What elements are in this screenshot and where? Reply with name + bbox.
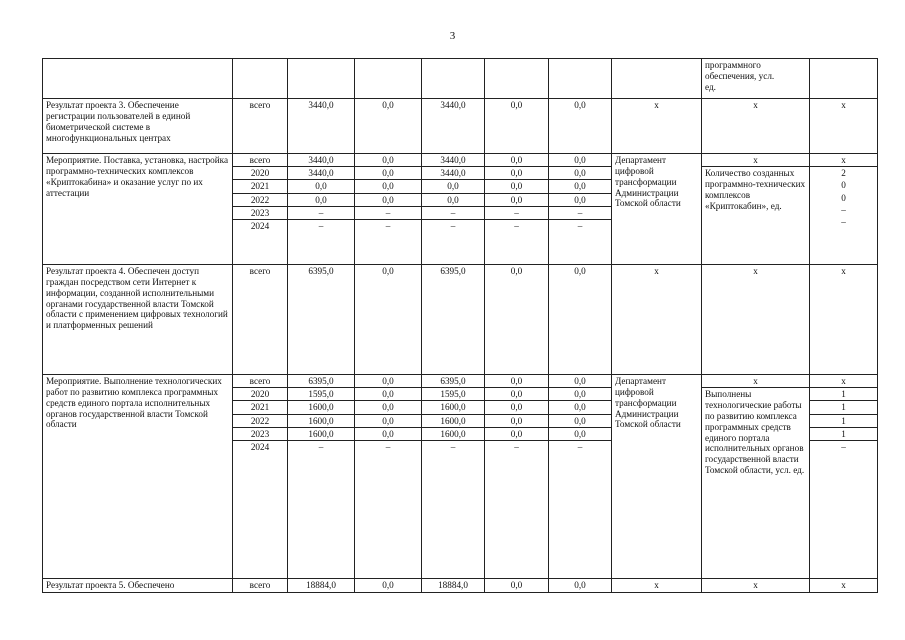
- extrabudget-cell: 0,0: [549, 401, 611, 414]
- federal-cell: 0,0: [355, 194, 421, 207]
- value-cell: 0: [841, 180, 846, 191]
- municipal-cell: 0,0: [485, 375, 548, 388]
- page-number: 3: [449, 30, 456, 42]
- value-stack: [810, 154, 878, 265]
- period-cell: 2024: [250, 220, 270, 231]
- total-cell: 1600,0: [288, 401, 354, 414]
- total-stack: [288, 375, 355, 579]
- period-cell: 2024: [250, 441, 270, 452]
- municipal-cell: 0,0: [485, 401, 548, 414]
- executor-cell: Департамент цифровой трансформации Администрации Томской области: [612, 375, 702, 579]
- measure-name: Мероприятие. Выполнение технологических работ по развитию комплекса программных средств единого портала исполнительных органов государственной власти Томской области: [43, 375, 233, 579]
- indicator-cell: программного обеспечения, усл. ед.: [702, 59, 810, 99]
- municipal-cell: 0,0: [485, 99, 549, 154]
- table-row-measure-3: [43, 154, 878, 265]
- extrabudget-cell: 0,0: [549, 388, 611, 401]
- period-cell: 2022: [233, 194, 287, 207]
- federal-cell: 0,0: [355, 180, 421, 193]
- indicator-top-cell: x: [702, 154, 809, 167]
- total-cell: –: [318, 220, 324, 231]
- total-cell: 0,0: [288, 194, 354, 207]
- result-name: Результат проекта 3. Обеспечение регистрации пользователей в единой биометрической системе в многофункциональных центрах: [43, 99, 233, 154]
- period-cell: всего: [233, 579, 288, 593]
- period-cell: 2020: [233, 388, 287, 401]
- municipal-cell: 0,0: [485, 167, 548, 180]
- table-row-continuation: [43, 59, 878, 99]
- period-cell: 2020: [233, 167, 287, 180]
- indicator-stack: [702, 154, 810, 265]
- municipal-cell: 0,0: [485, 265, 549, 375]
- total-cell: –: [318, 441, 324, 452]
- regional-cell: 0,0: [422, 194, 484, 207]
- value-cell: x: [810, 99, 878, 154]
- total-cell: 18884,0: [288, 579, 355, 593]
- municipal-cell: –: [485, 207, 548, 220]
- total-cell: –: [288, 207, 354, 220]
- regional-stack: [422, 375, 485, 579]
- total-cell: 6395,0: [288, 265, 355, 375]
- federal-stack: [355, 154, 422, 265]
- indicator-stack: [702, 375, 810, 579]
- result-name: Результат проекта 4. Обеспечен доступ граждан посредством сети Интернет к информации, созданной исполнительными органами государственной власти Томской области с применением цифровых технологий и платформенных решений: [43, 265, 233, 375]
- period-cell: 2021: [233, 401, 287, 414]
- extrabudget-cell: 0,0: [549, 375, 611, 388]
- regional-cell: 18884,0: [422, 579, 485, 593]
- federal-cell: 0,0: [355, 579, 422, 593]
- table-row-result-4: [43, 265, 878, 375]
- total-cell: 3440,0: [288, 154, 354, 167]
- extrabudget-cell: –: [577, 220, 583, 231]
- total-cell: 1595,0: [288, 388, 354, 401]
- regional-cell: –: [422, 207, 484, 220]
- federal-cell: 0,0: [355, 167, 421, 180]
- period-cell: 2023: [233, 207, 287, 220]
- value-cell: 1: [810, 388, 877, 401]
- value-cell: –: [841, 441, 846, 452]
- period-cell: 2023: [233, 428, 287, 441]
- table-row-result-5: [43, 579, 878, 593]
- federal-cell: –: [385, 441, 391, 452]
- value-cell: 1: [810, 401, 877, 414]
- indicator-cell: x: [702, 579, 810, 593]
- value-cell: x: [810, 579, 878, 593]
- period-cell: 2021: [233, 180, 287, 193]
- federal-cell: 0,0: [355, 388, 421, 401]
- extrabudget-cell: 0,0: [549, 180, 611, 193]
- period-stack: [233, 375, 288, 579]
- extrabudget-cell: –: [577, 441, 583, 452]
- indicator-cell: x: [702, 265, 810, 375]
- federal-cell: –: [355, 207, 421, 220]
- federal-stack: [355, 375, 422, 579]
- federal-cell: 0,0: [355, 415, 421, 428]
- total-cell: 1600,0: [288, 428, 354, 441]
- value-cell: 1: [810, 428, 877, 441]
- value-cell: x: [810, 154, 877, 167]
- extrabudget-cell: 0,0: [549, 265, 612, 375]
- municipal-stack: [485, 375, 549, 579]
- federal-cell: 0,0: [355, 401, 421, 414]
- period-cell: всего: [233, 154, 287, 167]
- extrabudget-stack: [549, 154, 612, 265]
- project-table: [42, 58, 878, 593]
- municipal-cell: 0,0: [485, 154, 548, 167]
- regional-cell: 0,0: [422, 180, 484, 193]
- federal-cell: 0,0: [355, 154, 421, 167]
- municipal-cell: 0,0: [485, 428, 548, 441]
- regional-cell: 6395,0: [422, 265, 485, 375]
- federal-cell: 0,0: [355, 99, 422, 154]
- total-stack: [288, 154, 355, 265]
- municipal-cell: 0,0: [485, 180, 548, 193]
- table-row-measure-4: [43, 375, 878, 579]
- executor-cell: x: [612, 579, 702, 593]
- municipal-cell: 0,0: [485, 415, 548, 428]
- total-cell: 3440,0: [288, 167, 354, 180]
- federal-cell: –: [385, 220, 391, 231]
- total-cell: 0,0: [288, 180, 354, 193]
- regional-cell: 1600,0: [422, 428, 484, 441]
- executor-cell: x: [612, 265, 702, 375]
- value-cell: –: [841, 204, 846, 215]
- federal-cell: 0,0: [355, 428, 421, 441]
- value-cell: 2: [841, 168, 846, 179]
- period-cell: всего: [233, 265, 288, 375]
- municipal-cell: –: [514, 441, 519, 452]
- municipal-stack: [485, 154, 549, 265]
- indicator-text: Количество созданных программно-технических комплексов «Криптокабин», ед.: [705, 168, 806, 211]
- regional-cell: –: [450, 441, 456, 452]
- regional-cell: –: [450, 220, 456, 231]
- municipal-cell: 0,0: [485, 194, 548, 207]
- period-stack: [233, 154, 288, 265]
- regional-cell: 3440,0: [422, 154, 484, 167]
- executor-cell: x: [612, 99, 702, 154]
- value-cell: x: [810, 265, 878, 375]
- period-cell: всего: [233, 99, 288, 154]
- value-cell: 1: [810, 415, 877, 428]
- municipal-cell: –: [514, 220, 519, 231]
- regional-stack: [422, 154, 485, 265]
- extrabudget-cell: –: [549, 207, 611, 220]
- regional-cell: 6395,0: [422, 375, 484, 388]
- federal-cell: 0,0: [355, 375, 421, 388]
- municipal-cell: 0,0: [485, 388, 548, 401]
- executor-cell: Департамент цифровой трансформации Администрации Томской области: [612, 154, 702, 265]
- total-cell: 6395,0: [288, 375, 354, 388]
- extrabudget-stack: [549, 375, 612, 579]
- measure-name: Мероприятие. Поставка, установка, настройка программно-технических комплексов «Криптокабина» и оказание услуг по их аттестации: [43, 154, 233, 265]
- value-cell: –: [841, 216, 846, 227]
- extrabudget-cell: 0,0: [549, 154, 611, 167]
- regional-cell: 1600,0: [422, 415, 484, 428]
- total-cell: 3440,0: [288, 99, 355, 154]
- extrabudget-cell: 0,0: [549, 579, 612, 593]
- indicator-top-cell: x: [702, 375, 809, 388]
- regional-cell: 1595,0: [422, 388, 484, 401]
- extrabudget-cell: 0,0: [549, 194, 611, 207]
- regional-cell: 3440,0: [422, 99, 485, 154]
- value-cell: x: [810, 375, 877, 388]
- indicator-text: Выполнены технологические работы по развитию комплекса программных средств единого портала исполнительных органов государственной власти Томской области, усл. ед.: [705, 389, 805, 476]
- total-cell: 1600,0: [288, 415, 354, 428]
- period-cell: 2022: [233, 415, 287, 428]
- period-cell: всего: [233, 375, 287, 388]
- extrabudget-cell: 0,0: [549, 167, 611, 180]
- municipal-cell: 0,0: [485, 579, 549, 593]
- value-cell: 0: [841, 192, 846, 203]
- extrabudget-cell: 0,0: [549, 428, 611, 441]
- extrabudget-cell: 0,0: [549, 415, 611, 428]
- table-row-result-3: [43, 99, 878, 154]
- regional-cell: 3440,0: [422, 167, 484, 180]
- result-name: Результат проекта 5. Обеспечено: [43, 579, 233, 593]
- federal-cell: 0,0: [355, 265, 422, 375]
- regional-cell: 1600,0: [422, 401, 484, 414]
- indicator-cell: x: [702, 99, 810, 154]
- extrabudget-cell: 0,0: [549, 99, 612, 154]
- value-stack: [810, 375, 878, 579]
